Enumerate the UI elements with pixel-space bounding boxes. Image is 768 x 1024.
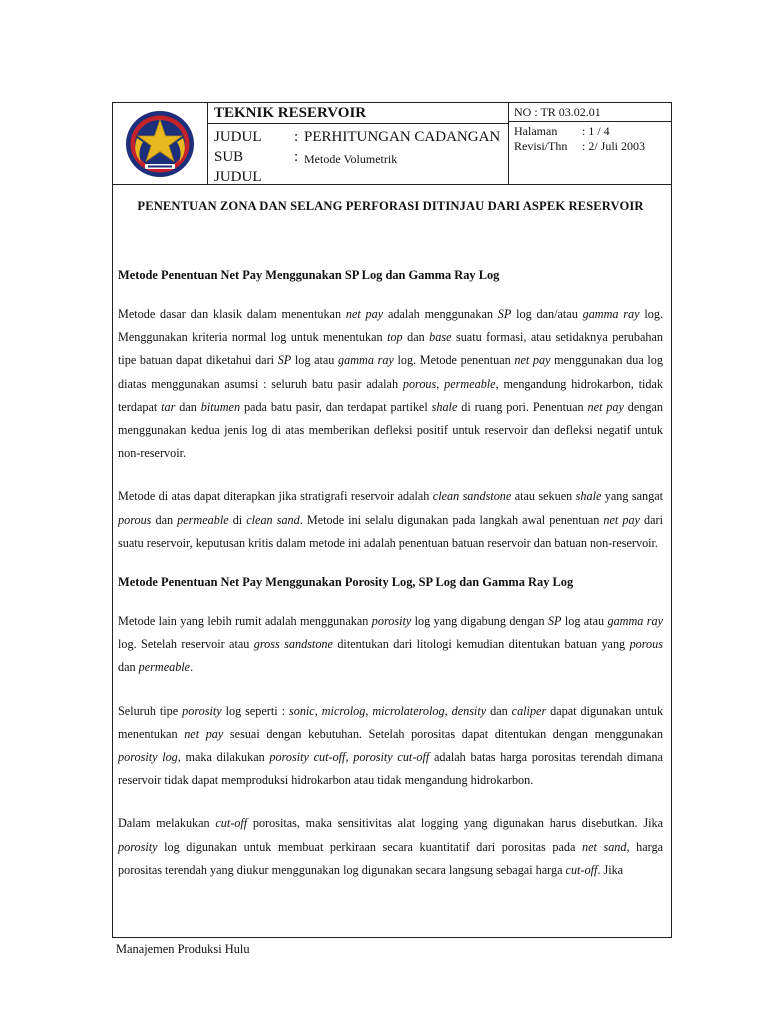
document-number: NO : TR 03.02.01 — [509, 103, 671, 122]
company-emblem-icon — [121, 108, 199, 180]
judul-label: JUDUL — [214, 129, 262, 145]
section-1-heading: Metode Penentuan Net Pay Menggunakan SP Log dan Gamma Ray Log — [118, 268, 500, 282]
halaman-row — [514, 124, 666, 139]
italic-term: cut-off — [565, 862, 598, 877]
italic-term: gamma ray — [607, 614, 663, 629]
italic-term: SP — [547, 614, 562, 629]
italic-term: density — [451, 703, 487, 718]
italic-term: net pay — [587, 399, 624, 414]
italic-term: cut-off — [215, 816, 248, 831]
page-footer: Manajemen Produksi Hulu — [116, 942, 250, 956]
halaman-label: Halaman — [514, 124, 558, 138]
italic-term: sonic — [288, 703, 315, 718]
revisi-label: Revisi/Thn — [514, 139, 568, 153]
italic-term: microlaterolog — [372, 703, 445, 718]
header-title-cell — [208, 103, 509, 184]
italic-term: permeable — [444, 376, 496, 391]
halaman-value: : 1 / 4 — [582, 124, 610, 138]
italic-term: porosity cut-off — [269, 750, 346, 765]
section-2-paragraph-2: Seluruh tipe porosity log seperti : sonic, microlog, microlaterolog, density dan caliper dapat digunakan untuk menentukan net pay sesuai dengan kebutuhan. Setelah porositas dapat ditentukan dengan menggunakan porosity log, maka dilakukan porosity cut-off, porosity cut-off adalah batas harga porositas terendah dimana reservoir tidak dapat memproduksi hidrokarbon atau tidak mengandung hidrokarbon. — [118, 703, 664, 788]
italic-term: base — [429, 330, 452, 345]
judul-row — [214, 127, 502, 147]
section-2-heading: Metode Penentuan Net Pay Menggunakan Porosity Log, SP Log dan Gamma Ray Log — [118, 575, 574, 590]
italic-term: porosity log — [118, 750, 178, 765]
italic-term: SP — [497, 307, 512, 321]
document-title: PENENTUAN ZONA DAN SELANG PERFORASI DITINJAU DARI ASPEK RESERVOIR — [137, 199, 644, 213]
italic-term: net sand — [581, 839, 627, 854]
revisi-row — [514, 139, 666, 154]
judul-separator: : — [294, 129, 299, 145]
italic-term: permeable — [138, 660, 191, 675]
italic-term: clean sandstone — [432, 489, 512, 504]
logo-cell — [113, 103, 208, 184]
italic-term: net pay — [184, 726, 224, 741]
italic-term: SP — [277, 353, 292, 368]
italic-term: tar — [161, 399, 176, 414]
italic-term: net pay — [603, 512, 640, 527]
italic-term: shale — [575, 489, 602, 504]
subjudul-separator: : — [294, 149, 299, 165]
subjudul-row — [214, 147, 502, 187]
italic-term: porous — [629, 637, 663, 652]
header-meta-cell — [509, 103, 671, 184]
italic-term: porosity — [182, 703, 222, 718]
italic-term: permeable — [177, 512, 229, 527]
judul-value: PERHITUNGAN CADANGAN — [304, 129, 501, 145]
document-body — [113, 185, 671, 882]
header-judul-block — [208, 124, 508, 190]
italic-term: shale — [431, 399, 458, 414]
italic-term: net pay — [345, 307, 384, 321]
italic-term: porous — [118, 512, 152, 527]
italic-term: bitumen — [200, 399, 241, 414]
italic-term: clean sand — [246, 512, 300, 527]
section-2-paragraph-3: Dalam melakukan cut-off porositas, maka sensitivitas alat logging yang digunakan harus disebutkan. Jika porosity log digunakan untuk membuat perkiraan secara kuantitatif dari porositas pada net sand, harga porositas terendah yang diukur menggunakan log digunakan secara langsung sebagai harga cut-off. Jika — [118, 816, 663, 877]
section-1-paragraph-1: Metode dasar dan klasik dalam menentukan net pay adalah menggunakan SP log dan/atau gamma ray log. Menggunakan kriteria normal log untuk menentukan top dan base suatu formasi, atau setidaknya perubahan tipe batuan dapat diketahui dari SP log atau gamma ray log. Metode penentuan net pay menggunakan dua log diatas menggunakan asumsi : seluruh batu pasir adalah porous, permeable, mengandung hidrokarbon, tidak terdapat tar dan bitumen pada batu pasir, dan terdapat partikel shale di ruang pori. Penentuan net pay dengan menggunakan kedua jenis log di atas memberikan defleksi positif untuk reservoir dan defleksi negatif untuk non-reservoir. — [118, 307, 664, 461]
italic-term: gamma ray — [338, 353, 394, 368]
department-title: TEKNIK RESERVOIR — [208, 103, 508, 124]
header-meta-block — [509, 122, 671, 156]
italic-term: gamma ray — [582, 307, 640, 321]
italic-term: porosity — [371, 614, 412, 629]
subjudul-label: SUB JUDUL — [214, 149, 262, 185]
section-1-paragraph-2: Metode di atas dapat diterapkan jika stratigrafi reservoir adalah clean sandstone atau sekuen shale yang sangat porous dan permeable di clean sand. Metode ini selalu digunakan pada langkah awal penentuan net pay dari suatu reservoir, keputusan kritis dalam metode ini adalah penentuan batuan reservoir dan batuan non-reservoir. — [118, 489, 663, 550]
document-header — [113, 103, 671, 185]
revisi-value: : 2/ Juli 2003 — [582, 139, 646, 153]
italic-term: top — [387, 330, 403, 345]
italic-term: porosity cut-off — [353, 750, 430, 765]
italic-term: net pay — [514, 353, 551, 368]
document-frame — [112, 102, 672, 938]
section-2-paragraph-1: Metode lain yang lebih rumit adalah menggunakan porosity log yang digabung dengan SP log atau gamma ray log. Setelah reservoir atau gross sandstone ditentukan dari litologi kemudian ditentukan batuan yang porous dan permeable. — [118, 614, 663, 675]
italic-term: microlog — [321, 703, 366, 718]
italic-term: caliper — [511, 703, 547, 718]
italic-term: porosity — [118, 839, 158, 854]
subjudul-value: Metode Volumetrik — [304, 152, 398, 166]
italic-term: gross sandstone — [253, 637, 333, 652]
italic-term: porous — [402, 376, 437, 391]
